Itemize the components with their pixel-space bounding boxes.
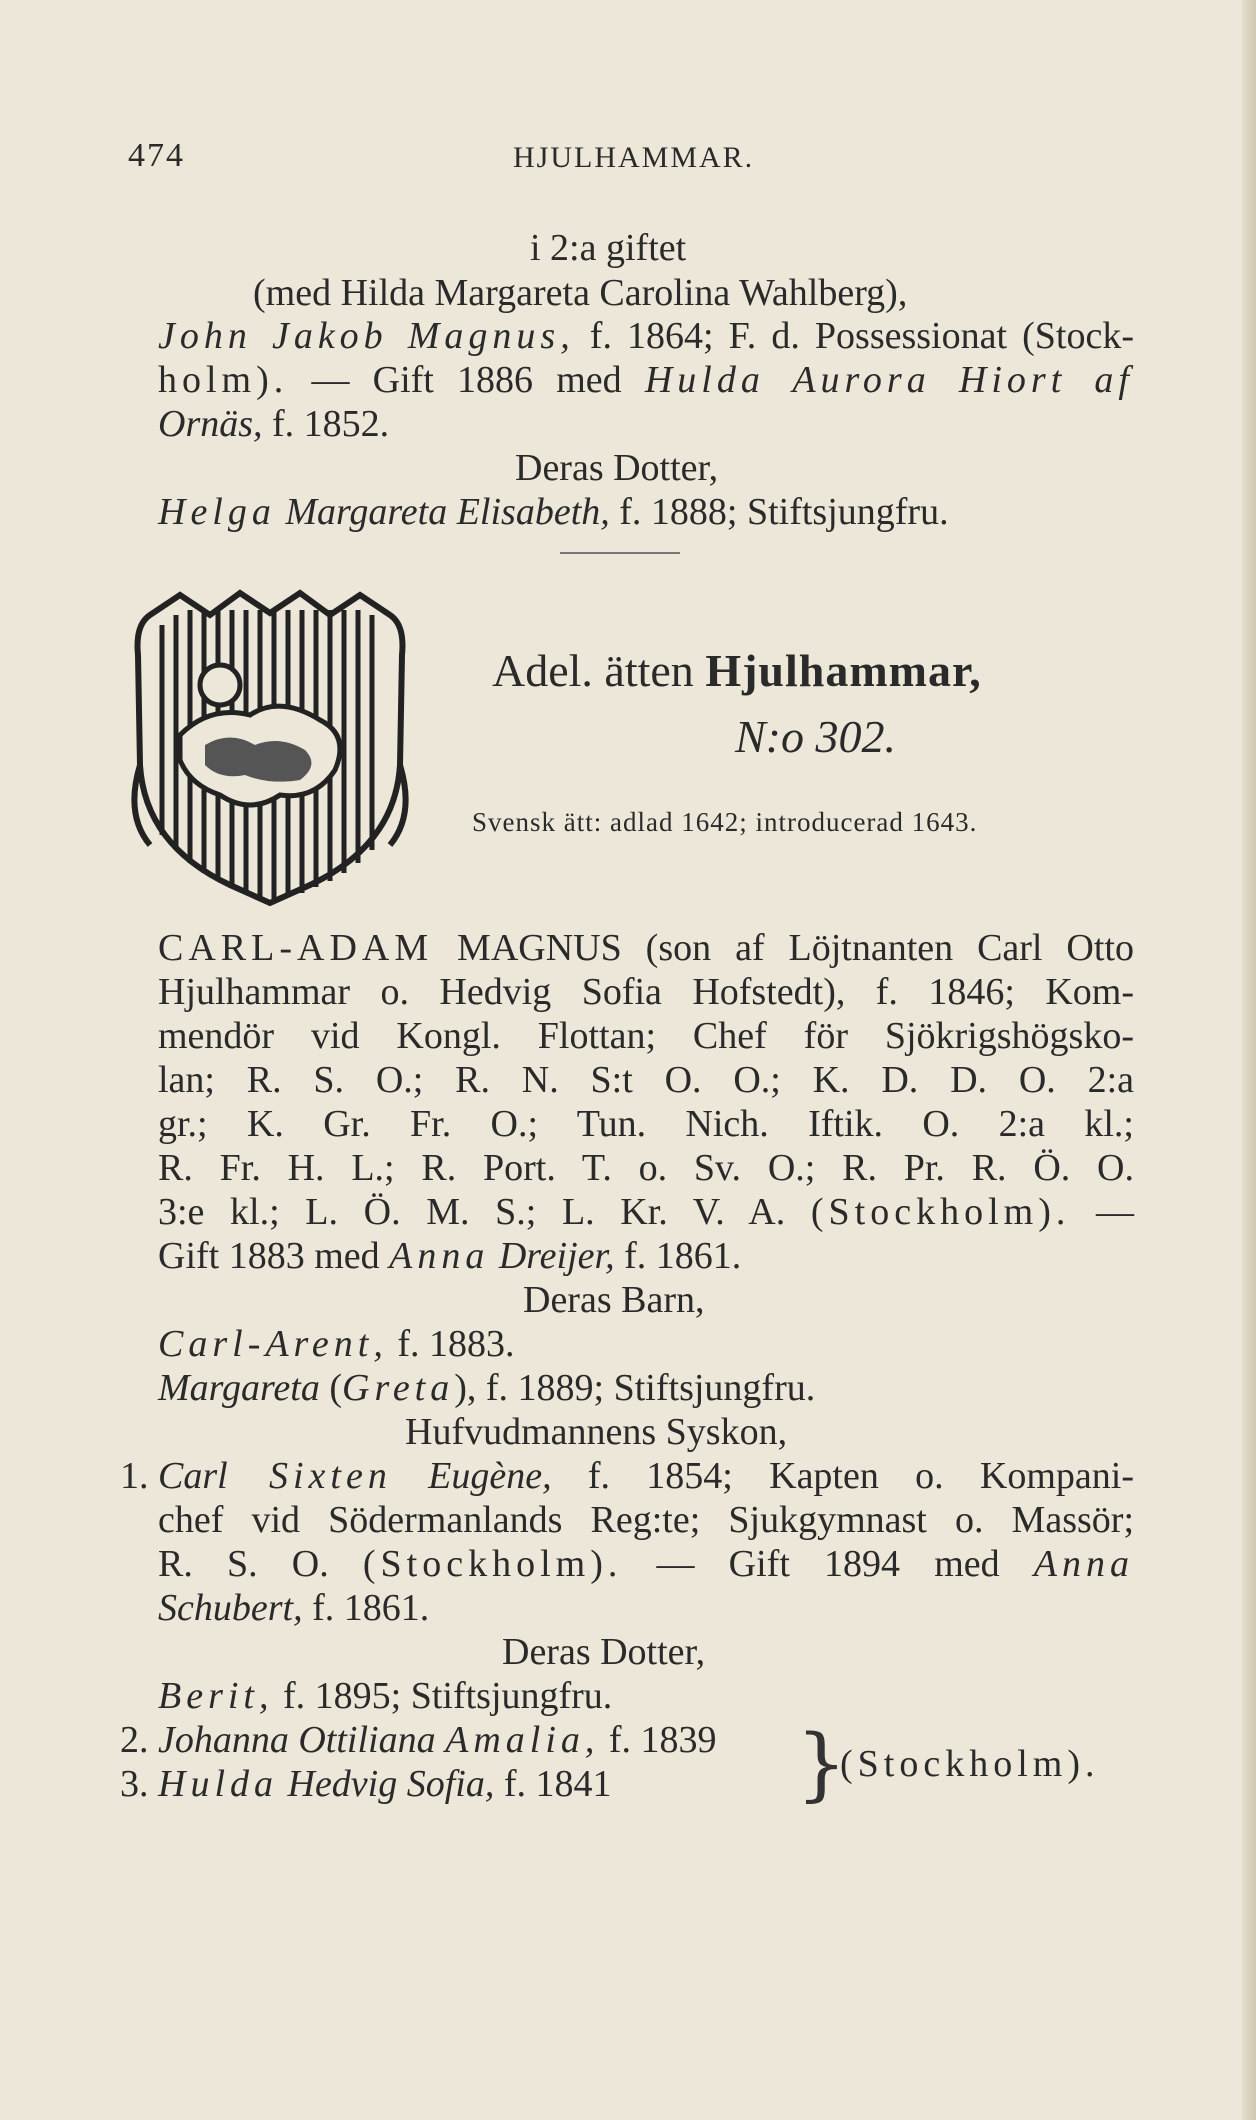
text-run: Adel. ätten: [492, 645, 706, 696]
person-name: Hedvig Sofia,: [278, 1763, 495, 1805]
intro-line: [158, 490, 949, 534]
text-run: — Gift 1894 med: [622, 1543, 1034, 1585]
text-run: — Gift 1886 med: [288, 359, 645, 401]
person-name: Ornäs,: [158, 403, 263, 445]
person-name: Carl-Arent,: [158, 1323, 388, 1365]
intro-line: [158, 314, 1134, 358]
text-run: f. 1864; F. d. Possessionat (Stock-: [574, 315, 1134, 357]
section-heading: Hufvudmannens Syskon,: [405, 1411, 788, 1453]
entry-line: Hjulhammar o. Hedvig Sofia Hofstedt), f. 1846; Kom-: [158, 971, 1134, 1013]
entry-line: [158, 1322, 515, 1366]
text-run: f. 1839: [599, 1719, 717, 1761]
entry-line: [158, 926, 1134, 970]
family-title: [492, 644, 982, 698]
family-name: Hjulhammar,: [705, 645, 982, 696]
person-name: Margareta: [158, 1367, 320, 1409]
place-name: (Stockholm).: [840, 1743, 1100, 1785]
section-heading: Deras Dotter,: [515, 447, 719, 489]
person-name: Anna: [389, 1235, 490, 1277]
person-name: Schubert,: [158, 1587, 303, 1629]
text-run: f. 1852.: [262, 403, 390, 445]
entry-line: [158, 1762, 612, 1806]
brace: }: [796, 1717, 847, 1810]
text-run: holm).: [158, 359, 289, 401]
entry-line: [158, 1586, 429, 1630]
entry-line: chef vid Södermanlands Reg:te; Sjukgymnast o. Massör;: [158, 1499, 1134, 1541]
intro-line: [158, 402, 389, 446]
entry-line: R. Fr. H. L.; R. Port. T. o. Sv. O.; R. Pr. R. Ö. O.: [158, 1147, 1134, 1189]
person-name: Anna: [1033, 1543, 1135, 1585]
page-number: 474: [128, 137, 185, 174]
person-name: Eugène,: [391, 1455, 552, 1497]
coat-of-arms-icon: [120, 585, 420, 920]
person-name: Berit,: [158, 1675, 274, 1717]
entry-line: [158, 1542, 1134, 1586]
text-run: ), f. 1889; Stiftsjungfru.: [454, 1367, 816, 1409]
text-run: f. 1861.: [302, 1587, 430, 1629]
page-edge: [1242, 0, 1256, 2120]
person-name: Dreijer,: [489, 1235, 615, 1277]
text-run: f. 1861.: [614, 1235, 742, 1277]
text-run: MAGNUS (son af Löjtnanten Carl Otto: [433, 927, 1134, 969]
text-run: f. 1895; Stiftsjungfru.: [273, 1675, 613, 1717]
entry-line: [158, 1718, 717, 1762]
person-name: Johanna Ottiliana: [158, 1719, 446, 1761]
text-run: f. 1841: [494, 1763, 612, 1805]
divider: [560, 552, 680, 554]
list-number: 3.: [120, 1763, 149, 1805]
entry-line: lan; R. S. O.; R. N. S:t O. O.; K. D. D. O. 2:a: [158, 1059, 1134, 1101]
person-name: Carl: [158, 1455, 228, 1497]
family-origin: Svensk ätt: adlad 1642; introducerad 1643.: [472, 807, 978, 837]
entry-line: [158, 1454, 1134, 1498]
person-name: John Jakob Magnus,: [158, 315, 575, 357]
place-name: (Stockholm).: [810, 1191, 1071, 1233]
text-run: —: [1070, 1191, 1135, 1233]
text-run: Gift 1883 med: [158, 1235, 390, 1277]
entry-line: [158, 1366, 815, 1410]
person-name: Greta: [342, 1367, 455, 1409]
person-name: Amalia,: [445, 1719, 600, 1761]
person-name: Hulda Aurora Hiort af: [644, 359, 1134, 401]
person-name: CARL-ADAM: [158, 927, 434, 969]
entry-line: [158, 1190, 1134, 1234]
entry-line: [158, 1674, 612, 1718]
text-run: f. 1883.: [387, 1323, 515, 1365]
text-run: f. 1888; Stiftsjungfru.: [609, 491, 949, 533]
intro-line: i 2:a giftet: [530, 227, 687, 269]
place-name: (Stockholm).: [362, 1543, 623, 1585]
section-heading: Deras Dotter,: [502, 1631, 706, 1673]
text-run: (: [319, 1367, 342, 1409]
list-number: 2.: [120, 1719, 149, 1761]
text-run: f. 1854; Kapten o. Kompani-: [551, 1455, 1134, 1497]
entry-line: [158, 1234, 741, 1278]
person-name: Hulda: [158, 1763, 278, 1805]
intro-line: [158, 358, 1134, 402]
person-name: Helga: [158, 491, 276, 533]
entry-line: mendör vid Kongl. Flottan; Chef för Sjökrigshögsko-: [158, 1015, 1134, 1057]
family-number: N:o 302.: [735, 711, 896, 762]
entry-line: gr.; K. Gr. Fr. O.; Tun. Nich. Iftik. O. 2:a kl.;: [158, 1103, 1134, 1145]
running-title: HJULHAMMAR.: [513, 141, 755, 174]
text-run: 3:e kl.; L. Ö. M. S.; L. Kr. V. A.: [158, 1191, 811, 1233]
text-run: R. S. O.: [158, 1543, 363, 1585]
list-number: 1.: [120, 1455, 149, 1497]
section-heading: Deras Barn,: [523, 1279, 705, 1321]
person-name: Margareta Elisabeth,: [275, 491, 610, 533]
intro-line: (med Hilda Margareta Carolina Wahlberg),: [253, 272, 908, 314]
person-name: Sixten: [227, 1455, 392, 1497]
